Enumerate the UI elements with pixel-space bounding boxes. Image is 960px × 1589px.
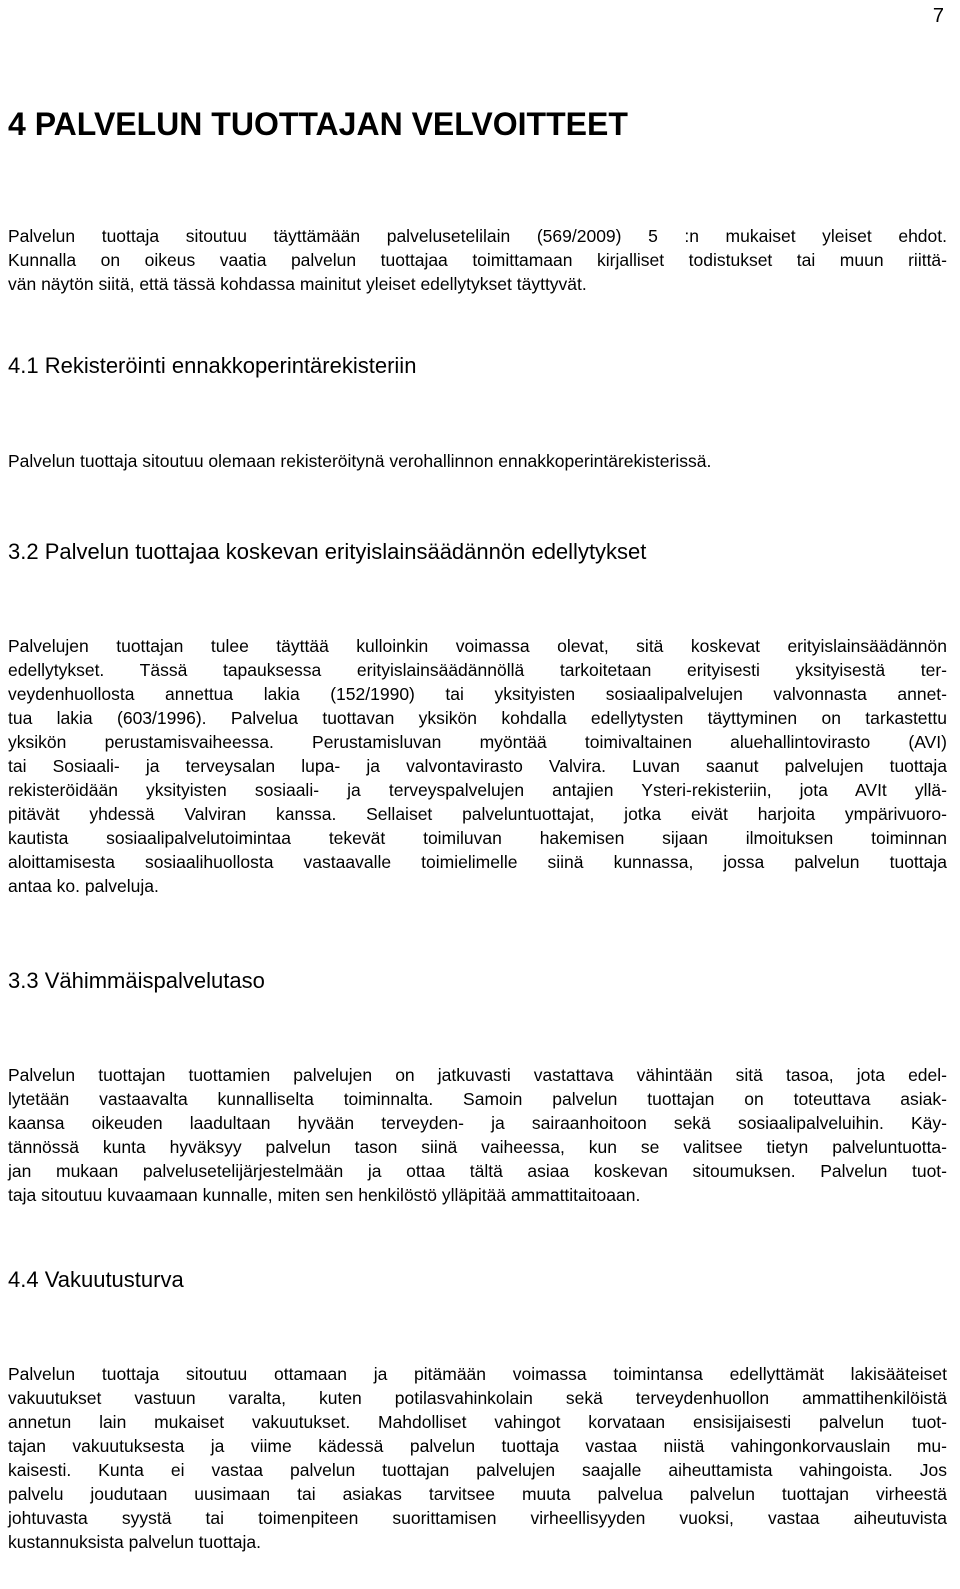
paragraph-line: tajan vakuutuksesta ja viime kädessä palvelun tuottaja vastaa niistä vahingonkorvauslain mu-	[8, 1436, 947, 1456]
section-heading-3-3: 3.3 Vähimmäispalvelutaso	[8, 968, 265, 993]
paragraph-line: edellytykset. Tässä tapauksessa erityislainsäädännöllä tarkoitetaan erityisesti yksityisestä ter-	[8, 660, 947, 680]
paragraph-line: johtuvasta syystä tai toimenpiteen suorittamisen virheellisyyden vuoksi, vastaa aiheutuvista	[8, 1508, 947, 1528]
paragraph-line: rekisteröidään yksityisten sosiaali- ja terveyspalvelujen antajien Ysteri-rekisteriin, jota AVIt yllä-	[8, 780, 947, 800]
paragraph-line: pitävät yhdessä Valviran kanssa. Sellaiset palveluntuottajat, jotka eivät harjoita ympärivuoro-	[8, 804, 947, 824]
paragraph-line: jan mukaan palvelusetelijärjestelmään ja ottaa tältä asiaa koskevan sitoumuksen. Palvelun tuot-	[8, 1161, 947, 1181]
section-4-1-paragraph	[8, 449, 947, 473]
paragraph-line: yksikön perustamisvaiheessa. Perustamisluvan myöntää toimivaltainen aluehallintovirasto (AVI)	[8, 732, 947, 752]
paragraph-line: tua lakia (603/1996). Palvelua tuottavan yksikön kohdalla edellytysten täyttyminen on tarkastettu	[8, 708, 947, 728]
paragraph-line: tai Sosiaali- ja terveysalan lupa- ja valvontavirasto Valvira. Luvan saanut palvelujen tuottaja	[8, 756, 947, 776]
paragraph-line: kaansa oikeuden laadultaan hyvään terveyden- ja sairaanhoitoon sekä sosiaalipalveluihin. Käy-	[8, 1113, 947, 1133]
paragraph-line: tännössä kunta hyväksyy palvelun tason siinä vaiheessa, kun se valitsee tietyn palveluntuotta-	[8, 1137, 947, 1157]
paragraph-line: vän näytön siitä, että tässä kohdassa mainitut yleiset edellytykset täyttyvät.	[8, 274, 587, 294]
paragraph-line: Palvelujen tuottajan tulee täyttää kulloinkin voimassa olevat, sitä koskevat erityislainsäädännön	[8, 636, 947, 656]
section-heading-4-1: 4.1 Rekisteröinti ennakkoperintärekisteriin	[8, 353, 417, 378]
section-4-4-paragraph	[8, 1362, 947, 1554]
paragraph-line: taja sitoutuu kuvaamaan kunnalle, miten sen henkilöstö ylläpitää ammattitaitoaan.	[8, 1185, 641, 1205]
paragraph-line: aloittamisesta sosiaalihuollosta vastaavalle toimielimelle siinä kunnassa, jossa palvelun tuottaja	[8, 852, 947, 872]
page-title: 4 PALVELUN TUOTTAJAN VELVOITTEET	[8, 106, 628, 142]
page-number: 7	[932, 5, 944, 27]
section-3-2-paragraph	[8, 634, 947, 898]
section-3-3-paragraph	[8, 1063, 947, 1207]
paragraph-line: Palvelun tuottajan tuottamien palvelujen on jatkuvasti vastattava vähintään sitä tasoa, jota edel-	[8, 1065, 947, 1085]
paragraph-line: kaisesti. Kunta ei vastaa palvelun tuottajan palvelujen saajalle aiheuttamista vahingoista. Jos	[8, 1460, 947, 1480]
paragraph-line: antaa ko. palveluja.	[8, 876, 159, 896]
paragraph-line: lytetään vastaavalta kunnalliselta toiminnalta. Samoin palvelun tuottajan on toteuttava asiak-	[8, 1089, 947, 1109]
paragraph-line: kautista sosiaalipalvelutoimintaa tekevät toimiluvan hakemisen sijaan ilmoituksen toiminnan	[8, 828, 947, 848]
paragraph-line: Palvelun tuottaja sitoutuu täyttämään palvelusetelilain (569/2009) 5 :n mukaiset yleiset ehdot.	[8, 226, 947, 246]
section-heading-3-2: 3.2 Palvelun tuottajaa koskevan erityislainsäädännön edellytykset	[8, 539, 647, 564]
paragraph-line: kustannuksista palvelun tuottaja.	[8, 1532, 261, 1552]
paragraph-line: palvelu joudutaan uusimaan tai asiakas tarvitsee muuta palvelua palvelun tuottajan virheestä	[8, 1484, 947, 1504]
paragraph-line: veydenhuollosta annettua lakia (152/1990) tai yksityisten sosiaalipalvelujen valvonnasta annet-	[8, 684, 947, 704]
paragraph-line: annetun lain mukaiset vakuutukset. Mahdolliset vahingot korvataan ensisijaisesti palvelun tuot-	[8, 1412, 947, 1432]
paragraph-line: Palvelun tuottaja sitoutuu olemaan rekisteröitynä verohallinnon ennakkoperintärekisterissä.	[8, 451, 712, 471]
section-heading-4-4: 4.4 Vakuutusturva	[8, 1267, 184, 1292]
intro-paragraph	[8, 224, 947, 296]
paragraph-line: vakuutukset vastuun varalta, kuten potilasvahinkolain sekä terveydenhuollon ammattihenkilöistä	[8, 1388, 947, 1408]
paragraph-line: Kunnalla on oikeus vaatia palvelun tuottajaa toimittamaan kirjalliset todistukset tai muun riittä-	[8, 250, 947, 270]
paragraph-line: Palvelun tuottaja sitoutuu ottamaan ja pitämään voimassa toimintansa edellyttämät lakisääteiset	[8, 1364, 947, 1384]
